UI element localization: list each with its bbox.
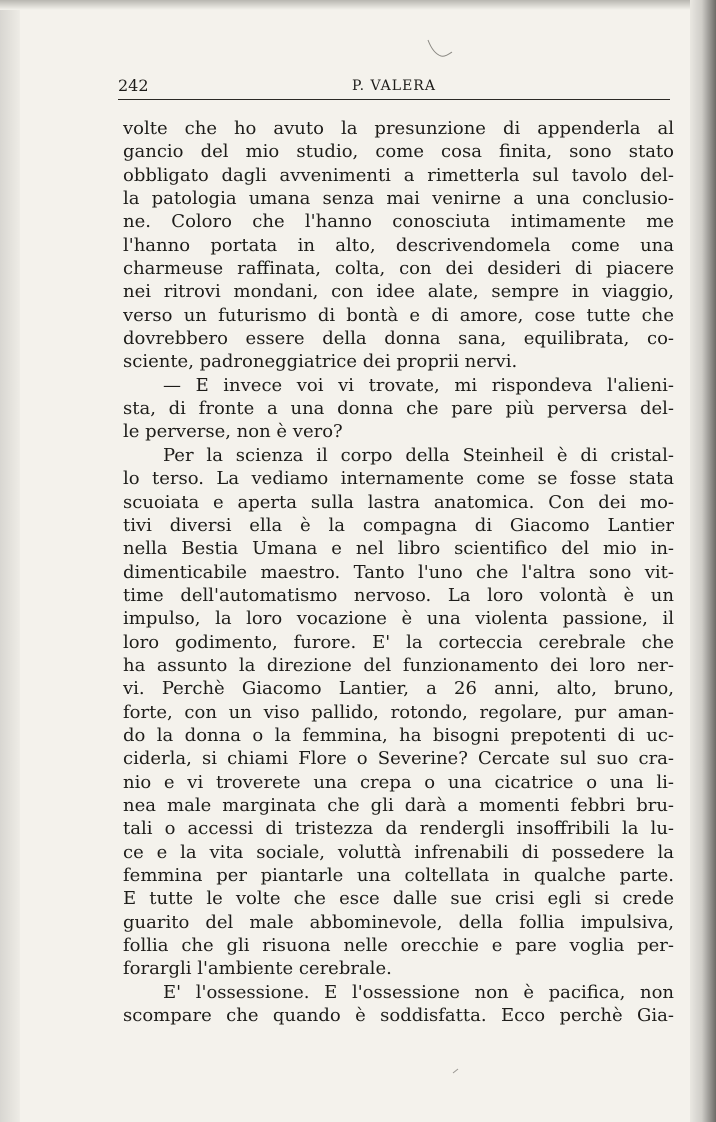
text-line: E' l'ossessione. E l'ossessione non è pacifica, non <box>163 981 674 1003</box>
header-rule <box>118 99 670 100</box>
text-line: l'hanno portata in alto, descrivendomela come una <box>123 234 674 256</box>
text-line: follia che gli risuona nelle orecchie e pare voglia per- <box>123 935 674 957</box>
text-line: vi. Perchè Giacomo Lantier, a 26 anni, alto, bruno, <box>123 678 674 700</box>
text-line: forargli l'ambiente cerebrale. <box>123 958 392 980</box>
text-line: impulso, la loro vocazione è una violenta passione, il <box>123 608 674 630</box>
pencil-mark <box>425 38 455 62</box>
text-line: scompare che quando è soddisfatta. Ecco perchè Gia- <box>123 1005 674 1027</box>
text-line: ne. Coloro che l'hanno conosciuta intimamente me <box>123 211 674 233</box>
page-left-edge <box>0 0 20 1122</box>
body-text <box>123 117 674 1027</box>
text-line: le perverse, non è vero? <box>123 421 343 443</box>
text-line: nea male marginata che gli darà a momenti febbri bru- <box>123 794 674 816</box>
text-line: dimenticabile maestro. Tanto l'uno che l'altra sono vit- <box>123 561 674 583</box>
text-line: time dell'automatismo nervoso. La loro volontà è un <box>123 584 674 606</box>
text-line: volte che ho avuto la presunzione di appenderla al <box>123 118 674 139</box>
text-line: do la donna o la femmina, ha bisogni prepotenti di uc- <box>123 724 674 746</box>
text-line: charmeuse raffinata, colta, con dei desideri di piacere <box>123 258 674 280</box>
text-line: sta, di fronte a una donna che pare più perversa del- <box>123 398 674 420</box>
text-line: dovrebbero essere della donna sana, equilibrata, co- <box>123 328 674 350</box>
paper-speck <box>452 1068 460 1074</box>
text-line: femmina per piantarle una coltellata in qualche parte. <box>123 865 674 886</box>
text-line: ha assunto la direzione del funzionamento dei loro ner- <box>123 654 674 676</box>
text-line: E tutte le volte che esce dalle sue crisi egli si crede <box>123 888 674 910</box>
text-line: tivi diversi ella è la compagna di Giacomo Lantier <box>123 514 674 536</box>
page-number: 242 <box>118 76 149 95</box>
text-line: — E invece voi vi trovate, mi rispondeva l'alieni- <box>163 374 674 396</box>
text-line: lo terso. La vediamo internamente come se fosse stata <box>123 468 674 490</box>
text-line: nei ritrovi mondani, con idee alate, sempre in viaggio, <box>123 281 674 303</box>
text-line: sciente, padroneggiatrice dei proprii nervi. <box>123 351 518 373</box>
text-line: verso un futurismo di bontà e di amore, cose tutte che <box>123 304 674 326</box>
text-line: nella Bestia Umana e nel libro scientifico del mio in- <box>123 538 674 560</box>
text-line: scuoiata e aperta sulla lastra anatomica. Con dei mo- <box>123 491 674 513</box>
text-line: gancio del mio studio, come cosa finita, sono stato <box>123 141 674 163</box>
running-head: P. VALERA <box>352 78 436 94</box>
text-line: guarito del male abbominevole, della follia impulsiva, <box>123 911 674 933</box>
text-line: Per la scienza il corpo della Steinheil è di cristal- <box>163 444 674 466</box>
page-top-shadow <box>0 0 716 10</box>
page-header <box>118 76 670 98</box>
text-line: la patologia umana senza mai venirne a una conclusio- <box>123 188 674 210</box>
book-spine-shadow <box>690 0 716 1122</box>
text-line: ce e la vita sociale, voluttà infrenabili di possedere la <box>123 841 674 863</box>
text-line: loro godimento, furore. E' la corteccia cerebrale che <box>123 631 674 653</box>
text-line: obbligato dagli avvenimenti a rimetterla sul tavolo del- <box>123 164 674 186</box>
text-line: nio e vi troverete una crepa o una cicatrice o una li- <box>123 771 674 793</box>
text-line: forte, con un viso pallido, rotondo, regolare, pur aman- <box>123 701 674 723</box>
text-line: ciderla, si chiami Flore o Severine? Cercate sul suo cra- <box>123 748 674 770</box>
text-line: tali o accessi di tristezza da rendergli insoffribili la lu- <box>123 818 674 840</box>
